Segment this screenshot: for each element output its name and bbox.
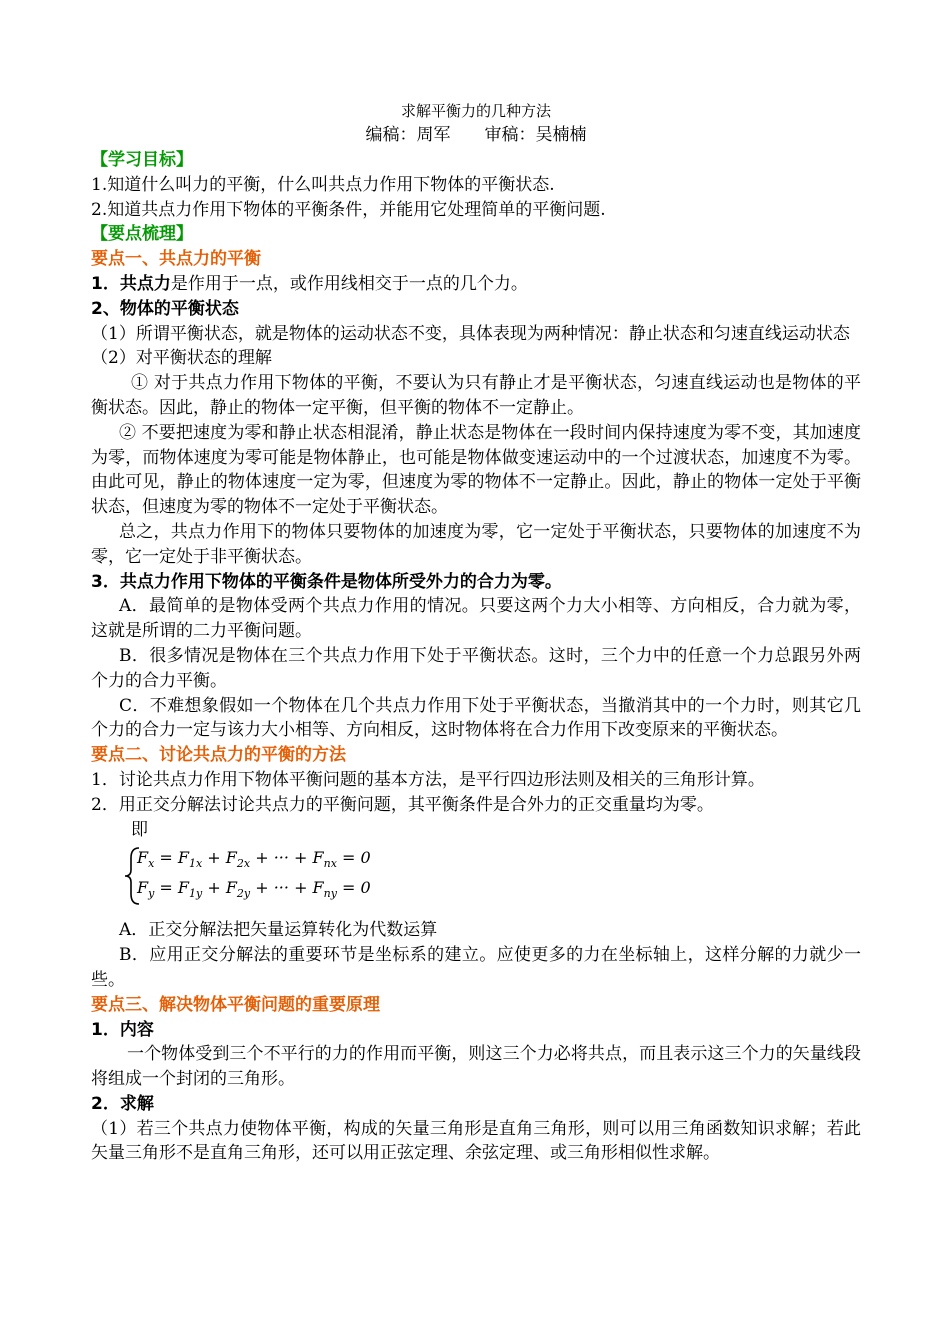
- point-1-3-a: A．最简单的是物体受两个共点力作用的情况。只要这两个力大小相等、方向相反，合力就为零，这就是所谓的二力平衡问题。: [91, 596, 861, 642]
- equation-system: [121, 844, 861, 908]
- point-3-2-heading: 2．求解: [91, 1093, 154, 1114]
- document-page: [91, 100, 861, 1166]
- point-2-a: A．正交分解法把矢量运算转化为代数运算: [119, 920, 438, 941]
- equation-y: $F_y = F_{1y} + F_{2y}$ + ··· + $F_{ny} = 0$: [137, 878, 371, 901]
- goal-1: 1.知道什么叫力的平衡，什么叫共点力作用下物体的平衡状态.: [91, 174, 555, 195]
- point-1-3-c: C．不难想象假如一个物体在几个共点力作用下处于平衡状态，当撤消其中的一个力时，则其它几个力的合力一定与该力大小相等、方向相反，这时物体将在合力作用下改变原来的平衡状态。: [91, 695, 861, 741]
- point-3-heading: 要点三、解决物体平衡问题的重要原理: [91, 994, 380, 1015]
- point-3-2-text: （1）若三个共点力使物体平衡，构成的矢量三角形是直角三角形，则可以用三角函数知识求解；若此矢量三角形不是直角三角形，还可以用正弦定理、余弦定理、或三角形相似性求解。: [91, 1118, 861, 1164]
- point-1-2-heading: 2、物体的平衡状态: [91, 298, 239, 319]
- point-1-2-c: ① 对于共点力作用下物体的平衡，不要认为只有静止才是平衡状态，匀速直线运动也是物体的平衡状态。因此，静止的物体一定平衡，但平衡的物体不一定静止。: [91, 373, 861, 418]
- point-1-2-b: （2）对平衡状态的理解: [91, 348, 272, 369]
- point-2-b: B．应用正交分解法的重要环节是坐标系的建立。应使更多的力在坐标轴上，这样分解的力就少一些。: [91, 945, 861, 990]
- section-learning-goals: 【学习目标】: [91, 150, 193, 170]
- point-1-2-e: 总之，共点力作用下的物体只要物体的加速度为零，它一定处于平衡状态，只要物体的加速度不为零，它一定处于非平衡状态。: [91, 521, 861, 567]
- goal-2: 2.知道共点力作用下物体的平衡条件，并能用它处理简单的平衡问题.: [91, 199, 606, 220]
- point-2-heading: 要点二、讨论共点力的平衡的方法: [91, 745, 346, 766]
- equation-x: $F_x = F_{1x} + F_{2x}$ + ··· + $F_{nx} = 0$: [137, 848, 371, 871]
- point-3-1-text: 一个物体受到三个不平行的力的作用而平衡，则这三个力必将共点，而且表示这三个力的矢量线段将组成一个封闭的三角形。: [91, 1044, 861, 1090]
- point-1-2-a: （1）所谓平衡状态，就是物体的运动状态不变，具体表现为两种情况：静止状态和匀速直线运动状态: [91, 323, 850, 344]
- point-3-1-heading: 1．内容: [91, 1019, 154, 1040]
- point-1-1-term: 1．共点力: [91, 273, 171, 294]
- point-1-3-heading: 3．共点力作用下物体的平衡条件是物体所受外力的合力为零。: [91, 571, 562, 592]
- point-2-ji: 即: [131, 819, 148, 840]
- point-2-1: 1．讨论共点力作用下物体平衡问题的基本方法，是平行四边形法则及相关的三角形计算。: [91, 769, 765, 790]
- point-1-1-def: 是作用于一点，或作用线相交于一点的几个力。: [170, 273, 528, 294]
- point-2-2: 2．用正交分解法讨论共点力的平衡问题，其平衡条件是合外力的正交重量均为零。: [91, 794, 714, 815]
- doc-editors: 编稿：周军 审稿：吴楠楠: [365, 125, 587, 145]
- point-1-2-d: ② 不要把速度为零和静止状态相混淆，静止状态是物体在一段时间内保持速度为零不变，其加速度为零，而物体速度为零可能是物体静止，也可能是物体做变速运动中的一个过渡状态，加速度不为零。由此可见，静止的物体速度一定为零，但速度为零的物体不一定静止。因此，静止的物体一定处于平衡状态，但速度为零的物体不一定处于平衡状态。: [91, 422, 861, 518]
- point-1-1: [91, 272, 861, 297]
- point-1-heading: 要点一、共点力的平衡: [91, 249, 261, 270]
- doc-title: 求解平衡力的几种方法: [400, 102, 551, 120]
- section-key-points: 【要点梳理】: [91, 224, 193, 245]
- point-1-3-b: B．很多情况是物体在三个共点力作用下处于平衡状态。这时，三个力中的任意一个力总跟另外两个力的合力平衡。: [91, 645, 861, 691]
